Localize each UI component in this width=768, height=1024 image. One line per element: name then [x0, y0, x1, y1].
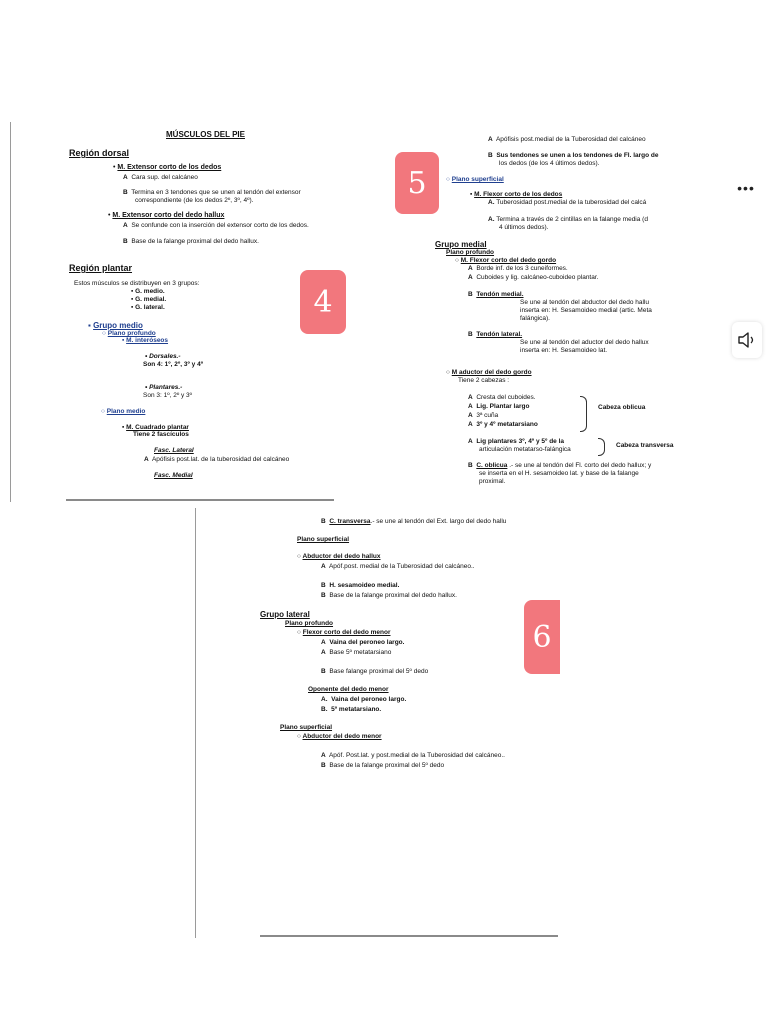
origin-text: Tuberosidad post.medial de la tuberosidad del calcá: [496, 199, 647, 206]
muscle-name: M. Extensor corto del dedo hallux: [112, 212, 225, 219]
muscle-name: Abductor del dedo hallux: [302, 553, 381, 560]
dorsal-heading: Región dorsal: [69, 148, 130, 158]
insertion-text: Termina a través de 2 cintillas en la falange media (d: [496, 216, 648, 223]
page-number-badge: 5: [395, 152, 439, 214]
tendon-text: Se une al tendón del abductor del dedo hallu: [520, 299, 650, 306]
page-2: A Apófisis post.medial de la Tuberosidad del calcáneo B Sus tendones se unen a los tendones de Fl. largo de los dedos (de los 4 últimos dedos). ○ Plano superficial ▪ M. Flexor corto de los dedos A. Tuberosidad post.medial de la tuberosidad del calcá A. Termina a través de 2 cintillas en la falange media (d 4 últimos dedos). Grupo medial Plano profundo ○ M. Flexor corto del dedo gordo A Borde inf. de los 3 cuneiformes. A Cuboides y lig. calcáneo-cuboideo plantar. B Tendón medial. Se une al tendón del abductor del dedo hallu inserta en: H. Sesamoideo medial (artic. Meta falángica). B Tendón lateral. Se une al tendón del aductor del dedo hallux inserta en: H. Sesamoideo lat. ○ M aductor del dedo gordo Tiene 2 cabezas : A Cresta del cuboides. A Lig. Plantar largo A 3ª cuña A 3º y 4º metatarsiano Cabeza oblicua A Lig plantares 3º, 4º y 5º de la articulación metatarso-falángica Cabeza transversa B C. oblicua .- se une al tendón del Fl. corto del dedo hallux; y se inserta en el H. sesamoideo lat. y base de la falange proximal.: [360, 118, 700, 508]
subgroup: Plantares.-: [149, 384, 183, 391]
insertion-text: 4 últimos dedos).: [499, 224, 549, 231]
origin-text: Apóf. Post.lat. y post.medial de la Tuberosidad del calcáneo..: [328, 752, 505, 759]
muscle-name: Oponente del dedo menor: [308, 686, 389, 693]
subgroup: Dorsales.-: [149, 353, 181, 360]
page-border: [195, 508, 196, 938]
more-options-icon[interactable]: •••: [737, 180, 755, 196]
plane-heading: Plano profundo: [285, 620, 334, 627]
brace: [598, 438, 605, 456]
page-1: MÚSCULOS DEL PIE Región dorsal • M. Extensor corto de los dedos A Cara sup. del calcáneo B Termina en 3 tendones que se unen al tendón del extensor correspondiente (de los dedos 2º, 3º, 4º). • M. Extensor corto del dedo hallux A Se confunde con la inserción del extensor corto de los dedos. B Base de la falange proximal del dedo hallux. Región plantar Estos músculos se distribuyen en 3 grupos: ▪ G. medio. ▪ G. medial. ▪ G. lateral. ▪ Grupo medio ○ Plano profundo ▪ M. interóseos • Dorsales.- Son 4: 1º, 2º, 3º y 4º • Plantares.- Son 3: 1º, 2º y 3º ○ Plano medio ▪ M. Cuadrado plantar Tiene 2 fascículos Fasc. Lateral A Apófisis post.lat. de la tuberosidad del calcáneo Fasc. Medial: [0, 118, 360, 508]
muscle-name: M. Extensor corto de los dedos: [117, 164, 222, 171]
insertion-text: los dedos (de los 4 últimos dedos).: [499, 160, 600, 167]
origin-text: 3ª cuña: [476, 412, 499, 419]
page-3: B C. transversa.- se une al tendón del Ext. largo del dedo hallu Plano superficial ○ Abductor del dedo hallux A Apóf.post. medial de la Tuberosidad del calcáneo.. B H. sesamoideo medial. B Base de la falange proximal del dedo hallux. Grupo lateral Plano profundo ○ Flexor corto del dedo menor A Vaina del peroneo largo. A Base 5º metatarsiano B Base falange proximal del 5º dedo Oponente del dedo menor A. Vaina del peroneo largo. B. 5º metatarsiano. Plano superficial ○ Abductor del dedo menor A Apóf. Post.lat. y post.medial de la Tuberosidad del calcáneo.. B Base de la falange proximal del 5º dedo: [195, 508, 565, 938]
plantar-heading: Región plantar: [69, 263, 133, 273]
origin-text: Lig. Plantar largo: [476, 403, 530, 410]
insertion-text: 5º metatarsiano.: [331, 706, 382, 713]
fascicle-name: Fasc. Lateral: [154, 447, 194, 454]
origin-text: Lig plantares 3º, 4º y 5º de la: [476, 438, 565, 445]
group-item: G. medial.: [135, 296, 167, 303]
insertion-text: .- se une al tendón del Ext. largo del dedo hallu: [370, 518, 507, 525]
muscle-name: M aductor del dedo gordo: [451, 369, 532, 376]
head-label: Cabeza transversa: [616, 442, 674, 449]
insertion-text: correspondiente (de los dedos 2º, 3º, 4º).: [135, 197, 254, 204]
origin-text: 3º y 4º metatarsiano: [476, 421, 538, 428]
origin-text: Apóf.post. medial de la Tuberosidad del calcáneo..: [328, 563, 475, 570]
origin-text: Apófisis post.medial de la Tuberosidad del calcáneo: [495, 136, 646, 143]
tendon-text: inserta en: H. Sesamoideo medial (artic. Meta: [520, 307, 652, 314]
head-label: Cabeza oblicua: [598, 404, 646, 411]
plane-heading: Plano profundo: [446, 249, 495, 256]
origin-text: Cresta del cuboides.: [476, 394, 536, 401]
muscle-name: Abductor del dedo menor: [302, 733, 382, 740]
insertion-text: H. sesamoideo medial.: [329, 582, 400, 589]
insertion-text: Termina en 3 tendones que se unen al tendón del extensor: [131, 189, 301, 196]
origin-text: Base 5º metatarsiano: [329, 649, 392, 656]
group-item: G. lateral.: [135, 304, 165, 311]
origin-text: articulación metatarso-falángica: [479, 446, 571, 453]
subgroup-text: Son 3: 1º, 2º y 3º: [143, 392, 193, 399]
plane-heading: Plano superficial: [451, 176, 504, 183]
groups-intro: Estos músculos se distribuyen en 3 grupos:: [74, 280, 200, 287]
origin-text: Se confunde con la inserción del extensor corto de los dedos.: [131, 222, 309, 229]
muscle-name: M. Cuadrado plantar: [126, 424, 189, 431]
insertion-text: proximal.: [479, 478, 506, 485]
plane-heading: Plano superficial: [280, 724, 333, 731]
muscle-detail: Tiene 2 cabezas :: [458, 377, 510, 384]
page-divider: [66, 499, 334, 501]
group-item: G. medio.: [135, 288, 165, 295]
muscle-detail: Tiene 2 fascículos: [133, 431, 189, 438]
origin-text: Cara sup. del calcáneo: [131, 174, 198, 181]
muscle-name: M. Flexor corto del dedo gordo: [460, 257, 557, 264]
tendon-text: falángica).: [520, 315, 550, 322]
muscle-name: M. interóseos: [126, 337, 169, 344]
insertion-text: Base de la falange proximal del dedo hallux.: [131, 238, 259, 245]
section-heading: Grupo lateral: [260, 610, 310, 619]
tendon-text: Se une al tendón del aductor del dedo hallux: [520, 339, 649, 346]
origin-text: Cuboides y lig. calcáneo-cuboideo plantar.: [476, 274, 599, 281]
section-heading: Grupo medio: [93, 321, 143, 330]
page-border: [10, 122, 11, 502]
origin-text: Vaina del peroneo largo.: [331, 696, 407, 703]
insertion-text: Sus tendones se unen a los tendones de Fl. largo de: [496, 152, 659, 159]
head-name: C. oblicua: [476, 462, 508, 469]
insertion-text: .- se une al tendón del Fl. corto del dedo hallux; y: [507, 462, 652, 469]
tendon-text: inserta en: H. Sesamoideo lat.: [520, 347, 608, 354]
head-name: C. transversa: [329, 518, 371, 525]
muscle-name: M. Flexor corto de los dedos: [474, 191, 563, 198]
page-divider: [260, 935, 558, 937]
section-heading: Grupo medial: [435, 240, 487, 249]
insertion-text: Base de la falange proximal del 5º dedo: [329, 762, 445, 769]
origin-text: Apófisis post.lat. de la tuberosidad del calcáneo: [151, 456, 290, 463]
doc-title: MÚSCULOS DEL PIE: [166, 130, 245, 139]
origin-text: Vaina del peroneo largo.: [329, 639, 405, 646]
page-number-badge: 4: [300, 270, 346, 334]
insertion-text: Base falange proximal del 5º dedo: [329, 668, 429, 675]
speaker-icon[interactable]: [732, 322, 762, 358]
insertion-text: se inserta en el H. sesamoideo lat. y base de la falange: [479, 470, 639, 477]
subgroup-text: Son 4: 1º, 2º, 3º y 4º: [143, 361, 204, 368]
tendon-name: Tendón medial.: [476, 291, 524, 298]
plane-heading: Plano superficial: [297, 536, 350, 543]
muscle-name: Flexor corto del dedo menor: [302, 629, 391, 636]
tendon-name: Tendón lateral.: [476, 331, 523, 338]
plane-heading: Plano medio: [106, 408, 146, 415]
plane-heading: Plano profundo: [107, 330, 156, 337]
origin-text: Borde inf. de los 3 cuneiformes.: [476, 265, 568, 272]
brace: [580, 396, 587, 432]
page-number-badge: 6: [524, 600, 560, 674]
fascicle-name: Fasc. Medial: [154, 472, 193, 479]
insertion-text: Base de la falange proximal del dedo hallux.: [329, 592, 457, 599]
